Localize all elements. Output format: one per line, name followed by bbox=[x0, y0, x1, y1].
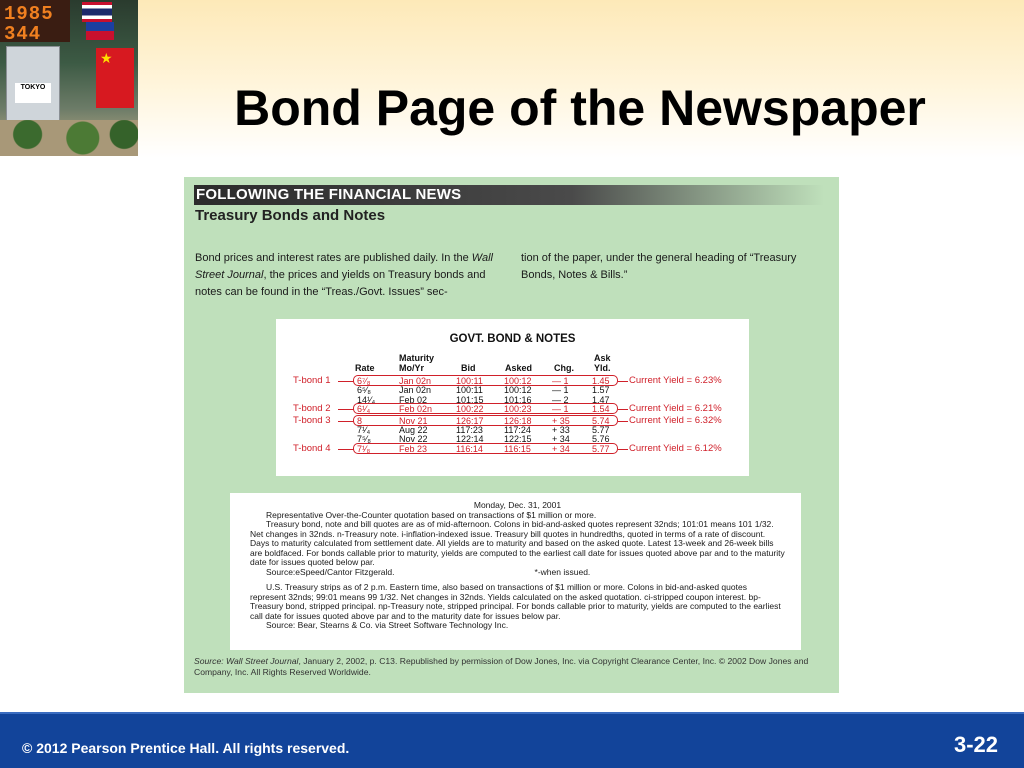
cell-yld: 5.76 bbox=[592, 434, 610, 445]
cell-rate: 7¹⁄₈ bbox=[357, 443, 371, 454]
cell-asked: 116:15 bbox=[504, 443, 531, 454]
current-yield-label: Current Yield = 6.23% bbox=[629, 375, 722, 386]
yield-connector-line bbox=[618, 449, 628, 450]
panel-subtitle: Treasury Bonds and Notes bbox=[195, 207, 386, 224]
cell-maturity: Aug 22 bbox=[399, 425, 428, 435]
intro-paragraph-left bbox=[195, 250, 507, 301]
bond-row-highlight bbox=[353, 415, 618, 426]
header-chg: Chg. bbox=[554, 363, 574, 373]
intro-text-a: Bond prices and interest rates are published daily. In the bbox=[195, 252, 472, 264]
bond-label: T-bond 3 bbox=[293, 414, 331, 426]
cell-yld: 1.47 bbox=[592, 394, 610, 405]
bond-label: T-bond 2 bbox=[293, 403, 331, 415]
notes-when-issued: *-when issued. bbox=[534, 566, 591, 577]
cell-asked: 100:12 bbox=[504, 376, 532, 386]
cell-maturity: Feb 23 bbox=[399, 443, 428, 454]
footer-bar bbox=[0, 712, 1024, 768]
cell-yld: 1.45 bbox=[592, 376, 610, 386]
cell-rate: 8 bbox=[357, 415, 363, 426]
notes-date: Monday, Dec. 31, 2001 bbox=[473, 500, 562, 510]
slide-title: Bond Page of the Newspaper bbox=[234, 80, 926, 136]
cell-maturity: Nov 22 bbox=[399, 434, 428, 445]
intro-paragraph-right: tion of the paper, under the general heading of “Treasury Bonds, Notes & Bills.” bbox=[521, 252, 797, 281]
bond-connector-line bbox=[338, 409, 354, 410]
cell-chg: — 1 bbox=[552, 376, 569, 386]
cell-bid: 116:14 bbox=[456, 443, 483, 454]
cell-maturity: Jan 02n bbox=[399, 385, 432, 396]
china-flag-icon: ★ bbox=[96, 48, 134, 108]
source-rest: , January 2, 2002, p. C13. Republished by permission of Dow Jones, Inc. via Copyright Clearance Center, Inc. © 2002 Dow Jones and Company, Inc. All Rights Reserved Worldwide. bbox=[194, 656, 809, 677]
cell-chg: — 2 bbox=[552, 394, 569, 405]
cell-yld: 1.54 bbox=[592, 404, 610, 415]
cell-bid: 101:15 bbox=[456, 394, 484, 405]
header-maturity: Mo/Yr bbox=[399, 363, 425, 373]
notes-p2: Treasury bond, note and bill quotes are as of mid-afternoon. Colons in bid-and-asked quotes represent 32nds; 101:01 means 101 1/32. Net changes in 32nds. n-Treasury note. i-inflation-indexed issue. Treasury bill quotes in hundredths, quoted in terms of a rate of discount. Days to maturity calculated from settlement date. All yields are to maturity and based on the asked quote. Latest 13-week and 26-week bills are boldfaced. For bonds callable prior to maturity, yields are computed to the earliest call date for issues quoted above par and to the maturity date for issues quoted below par. bbox=[250, 519, 785, 567]
notes-text bbox=[250, 501, 785, 631]
yield-connector-line bbox=[618, 421, 628, 422]
cell-bid: 100:11 bbox=[456, 376, 483, 386]
header-ask-yld: Yld. bbox=[594, 363, 611, 373]
cell-rate: 6⁵⁄₈ bbox=[357, 385, 371, 396]
financial-news-panel bbox=[184, 177, 839, 693]
cell-yld: 5.77 bbox=[592, 443, 610, 454]
notes-p1: Representative Over-the-Counter quotation based on transactions of $1 million or more. bbox=[266, 509, 597, 520]
cell-asked: 101:16 bbox=[504, 394, 532, 405]
current-yield-label: Current Yield = 6.12% bbox=[629, 442, 722, 454]
notes-source1: Source:eSpeed/Cantor Fitzgerald. bbox=[266, 566, 395, 577]
thailand-flag-icon bbox=[82, 2, 112, 22]
bond-row-highlight bbox=[353, 403, 618, 414]
cell-maturity: Feb 02 bbox=[399, 394, 428, 405]
notes-source1-line bbox=[250, 568, 785, 578]
cell-bid: 100:22 bbox=[456, 404, 484, 415]
cell-rate: 6¹⁄₄ bbox=[357, 404, 371, 415]
slide-number: 3-22 bbox=[953, 732, 998, 757]
cell-bid: 100:11 bbox=[456, 385, 483, 396]
building-sign: TOKYO bbox=[15, 83, 51, 103]
cell-chg: + 34 bbox=[552, 443, 570, 454]
source-italic: Source: Wall Street Journal bbox=[194, 656, 299, 666]
header-ask-top: Ask bbox=[594, 353, 611, 363]
stock-ticker-board bbox=[0, 0, 70, 45]
cell-chg: + 35 bbox=[552, 415, 570, 426]
bond-connector-line bbox=[338, 381, 354, 382]
header-asked: Asked bbox=[505, 363, 533, 373]
header-photo bbox=[0, 0, 138, 156]
cell-bid: 126:17 bbox=[456, 415, 484, 426]
trees bbox=[0, 120, 138, 156]
cell-asked: 122:15 bbox=[504, 434, 532, 445]
cell-chg: + 34 bbox=[552, 434, 570, 445]
yield-connector-line bbox=[618, 381, 628, 382]
cell-chg: — 1 bbox=[552, 385, 569, 396]
govt-table-title: GOVT. BOND & NOTES bbox=[449, 333, 576, 345]
notes-source2: Source: Bear, Stearns & Co. via Street Software Technology Inc. bbox=[266, 620, 509, 630]
cell-bid: 117:23 bbox=[456, 425, 483, 435]
bond-row-highlight bbox=[353, 443, 618, 454]
notes-p3: U.S. Treasury strips as of 2 p.m. Eastern time, also based on transactions of $1 million or more. Colons in bid-and-asked quotes represent 32nds; 99:01 means 99 1/32. Net changes in 32nds. Yields calculated on the asked quotation. ci-stripped coupon interest. bp-Treasury bond, stripped principal. np-Treasury note, stripped principal. For bonds callable prior to maturity, yields are computed to the earliest call date for issues quoted above par and to the maturity date for issues below par. bbox=[250, 582, 781, 621]
philippines-flag-icon bbox=[86, 22, 114, 40]
bond-label: T-bond 1 bbox=[293, 375, 331, 386]
cell-rate: 7⁵⁄₈ bbox=[357, 434, 371, 445]
yield-connector-line bbox=[618, 409, 628, 410]
ticker-digits: 1985 344 bbox=[4, 3, 54, 45]
cell-yld: 5.74 bbox=[592, 415, 610, 426]
source-citation bbox=[194, 656, 834, 678]
cell-maturity: Jan 02n bbox=[399, 376, 432, 386]
bond-connector-line bbox=[338, 449, 354, 450]
cell-yld: 5.77 bbox=[592, 425, 610, 435]
bond-connector-line bbox=[338, 421, 354, 422]
news-banner bbox=[194, 185, 824, 205]
header-rate: Rate bbox=[355, 363, 375, 373]
cell-yld: 1.57 bbox=[592, 385, 610, 396]
cell-rate: 7¹⁄₄ bbox=[357, 425, 371, 435]
intro-text-b: , the prices and yields on Treasury bonds and notes can be found in the “Treas./Govt. Issues” sec- bbox=[195, 269, 486, 298]
cell-rate: 14¹⁄₄ bbox=[357, 394, 376, 405]
cell-asked: 126:18 bbox=[504, 415, 532, 426]
cell-maturity: Nov 21 bbox=[399, 415, 428, 426]
cell-chg: — 1 bbox=[552, 404, 569, 415]
intro-text-wsj: Wall Street Journal bbox=[195, 252, 493, 281]
exchange-building bbox=[6, 46, 60, 124]
copyright: © 2012 Pearson Prentice Hall. All rights reserved. bbox=[22, 740, 350, 756]
current-yield-label: Current Yield = 6.21% bbox=[629, 403, 722, 415]
cell-chg: + 33 bbox=[552, 425, 570, 435]
header-bid: Bid bbox=[461, 363, 476, 373]
cell-rate: 6⁷⁄₈ bbox=[357, 376, 371, 386]
header-maturity-top: Maturity bbox=[399, 353, 435, 363]
bond-row-highlight bbox=[353, 375, 618, 386]
bond-label: T-bond 4 bbox=[293, 442, 331, 454]
cell-asked: 100:12 bbox=[504, 385, 532, 396]
cell-asked: 100:23 bbox=[504, 404, 532, 415]
cell-bid: 122:14 bbox=[456, 434, 484, 445]
govt-bond-table bbox=[276, 319, 749, 476]
news-banner-label: FOLLOWING THE FINANCIAL NEWS bbox=[196, 186, 462, 203]
current-yield-label: Current Yield = 6.32% bbox=[629, 414, 722, 426]
notes-card bbox=[230, 493, 801, 650]
cell-asked: 117:24 bbox=[504, 425, 531, 435]
cell-maturity: Feb 02n bbox=[399, 404, 433, 415]
